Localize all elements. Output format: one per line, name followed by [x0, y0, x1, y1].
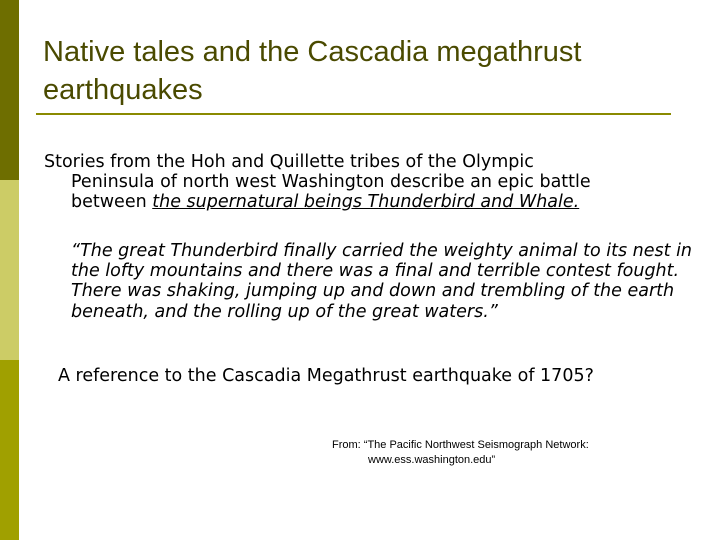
side-bar-top — [0, 0, 19, 180]
intro-line-3 — [44, 192, 684, 212]
intro-line-2: Peninsula of north west Washington describe an epic battle — [71, 172, 591, 192]
slide-title: Native tales and the Cascadia megathrust earthquakes — [43, 36, 582, 106]
reference-question: A reference to the Cascadia Megathrust earthquake of 1705? — [58, 366, 594, 386]
side-bar-middle — [0, 180, 19, 360]
title-divider — [36, 113, 671, 115]
legend-quote: “The great Thunderbird finally carried the weighty animal to its nest in the lofty mountains and there was a final and terrible contest fought. There was shaking, jumping up and down and trembling of the earth beneath, and the rolling up of the great waters.” — [71, 241, 693, 322]
source-line-2: www.ess.washington.edu” — [368, 454, 496, 466]
source-citation — [332, 438, 672, 468]
intro-underlined-text: the supernatural beings Thunderbird and Whale. — [152, 192, 580, 212]
intro-paragraph — [44, 152, 684, 212]
intro-line-1: Stories from the Hoh and Quillette tribes of the Olympic — [44, 152, 534, 172]
source-line-1: From: “The Pacific Northwest Seismograph Network: — [332, 439, 589, 451]
side-bar-bottom — [0, 360, 19, 540]
intro-line-3-prefix: between — [71, 192, 153, 212]
